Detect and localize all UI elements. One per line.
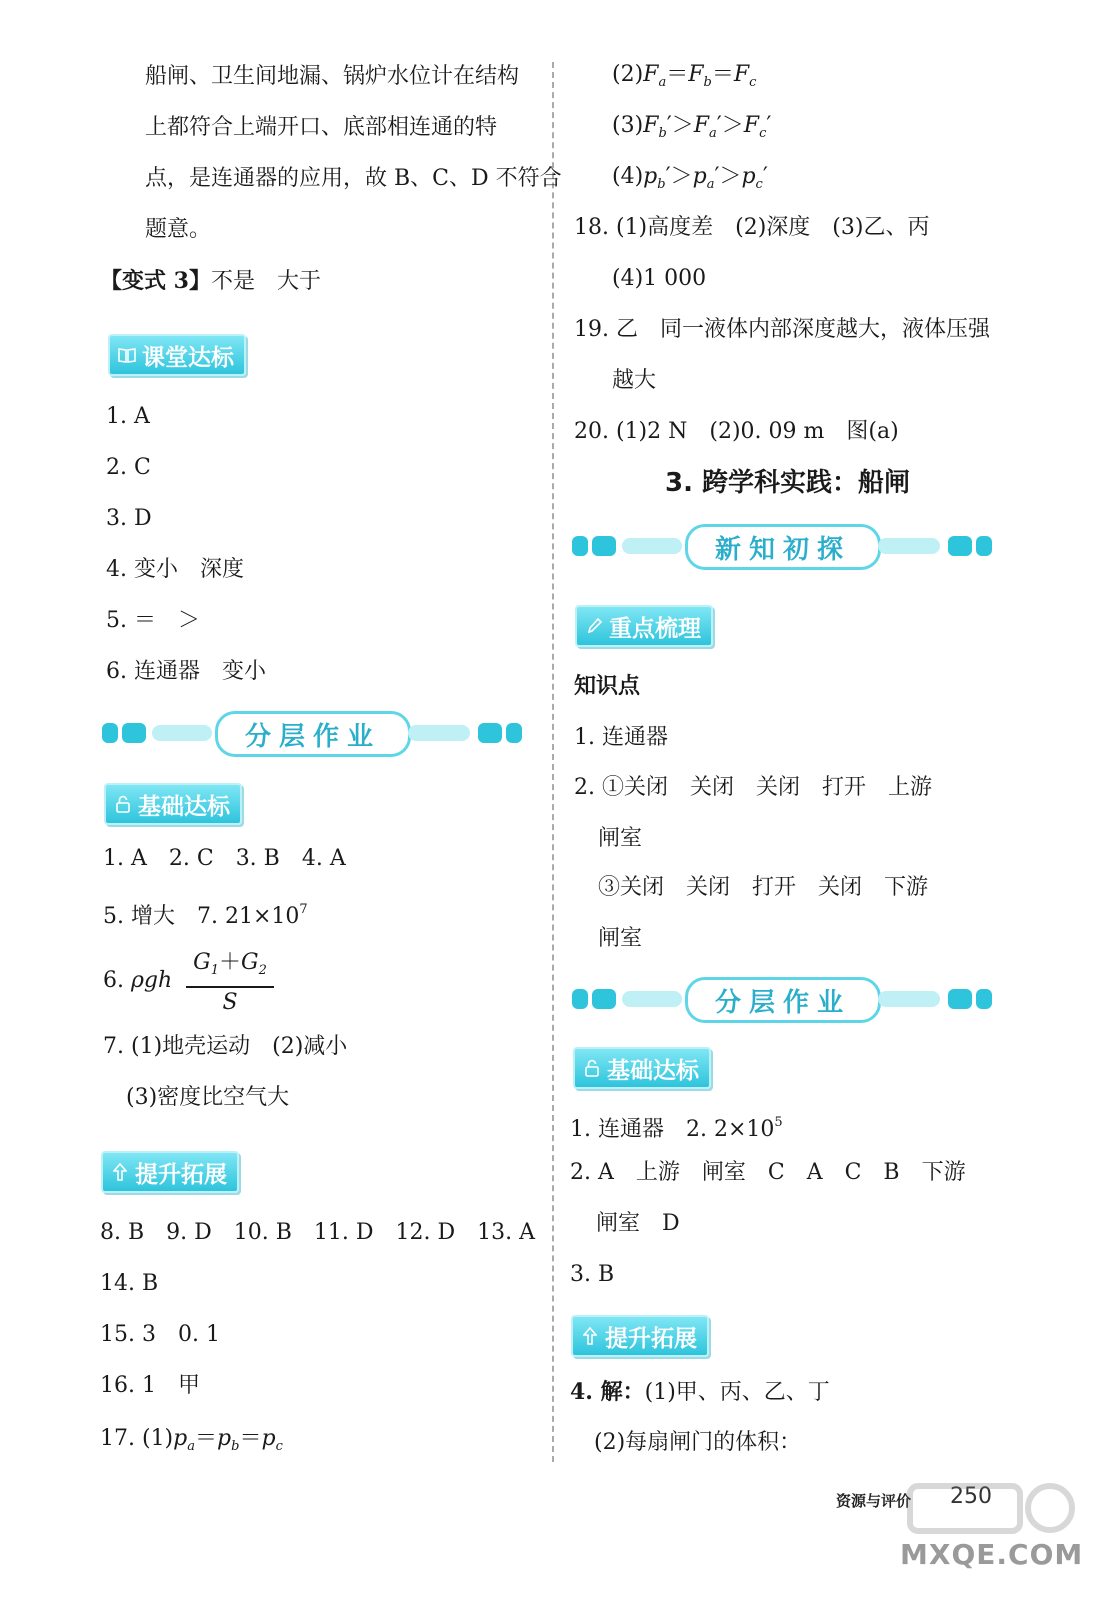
k2-line-1: 2. ①关闭 关闭 关闭 打开 上游 <box>574 775 932 800</box>
extend-17-1: 17. $(1)p_a=p_b=p_c$ <box>100 1426 283 1454</box>
banner-layered-left <box>100 711 530 755</box>
k2-line-2: 闸室 <box>598 826 643 851</box>
tag-classroom <box>108 334 246 376</box>
extend-16: 16. 1 甲 <box>100 1373 200 1398</box>
classroom-answer-6: 6. 连通器 变小 <box>106 659 266 684</box>
classroom-answer-2: 2. C <box>106 455 151 480</box>
e4-line-2: (2)每扇闸门的体积： <box>594 1430 802 1455</box>
k2-line-4: 闸室 <box>598 926 643 951</box>
fraction-numerator: $G_1+G_2$ <box>186 948 274 988</box>
tag-classroom-label: 课堂达标 <box>142 344 234 371</box>
page-number: 250 <box>950 1484 992 1509</box>
banner-layered-right <box>570 977 1000 1021</box>
tag-extend-left-label: 提升拓展 <box>135 1161 227 1188</box>
q17-4: $(4)p_b'>p_a'>p_c'$ <box>612 164 768 192</box>
pencil-icon <box>585 617 603 635</box>
q17-2: $(2)F_a=F_b=F_c$ <box>612 62 757 90</box>
tag-basic-right <box>573 1047 711 1089</box>
lock-icon <box>583 1059 601 1077</box>
extend-15: 15. 3 0. 1 <box>100 1322 220 1347</box>
tag-basic-left-label: 基础达标 <box>138 793 230 820</box>
variant-label: 【变式 3】 <box>100 268 211 294</box>
basic-7-line-2: (3)密度比空气大 <box>126 1085 290 1110</box>
b2-line-2: 闸室 D <box>596 1211 680 1236</box>
banner-new-knowledge <box>570 524 1000 568</box>
banner-new-knowledge-label: 新知初探 <box>685 524 881 570</box>
arrow-up-icon <box>581 1327 599 1345</box>
classroom-answer-3: 3. D <box>106 506 152 531</box>
tag-basic-left <box>104 783 242 825</box>
basic-6-prefix: 6. ρgh <box>103 968 173 993</box>
intro-line-2: 上都符合上端开口、底部相连通的特 <box>145 115 498 140</box>
tag-key-points <box>575 605 713 647</box>
section-title: 3. 跨学科实践：船闸 <box>665 468 911 498</box>
k2-line-3: ③关闭 关闭 打开 关闭 下游 <box>598 875 929 900</box>
basic-line-2: 5. 增大 7. $21\times 10^7$ <box>103 902 308 929</box>
b1: 1. 连通器 2. $2\times 10^5$ <box>570 1115 783 1142</box>
q19-line-1: 19. 乙 同一液体内部深度越大，液体压强 <box>574 317 990 342</box>
watermark-text: MXQE.COM <box>900 1538 1084 1571</box>
arrow-up-icon <box>111 1163 129 1181</box>
q19-line-2: 越大 <box>612 368 657 393</box>
banner-layered-right-label: 分层作业 <box>685 977 881 1023</box>
b3: 3. B <box>570 1262 615 1287</box>
e4-line-1: 4. 解：(1)甲、丙、乙、丁 <box>570 1379 830 1405</box>
watermark-logo <box>900 1478 1080 1588</box>
b2-line-1: 2. A 上游 闸室 C A C B 下游 <box>570 1160 966 1185</box>
k1: 1. 连通器 <box>574 725 668 750</box>
variant-answer: 不是 大于 <box>210 269 321 294</box>
tag-key-points-label: 重点梳理 <box>609 615 701 642</box>
lock-icon <box>114 795 132 813</box>
intro-line-1: 船闸、卫生间地漏、锅炉水位计在结构 <box>145 64 520 89</box>
intro-line-3: 点，是连通器的应用，故 B、C、D 不符合 <box>145 166 562 191</box>
tag-extend-right-label: 提升拓展 <box>605 1325 697 1352</box>
footer-text: 资源与评价 <box>836 1492 912 1510</box>
variant-3-line <box>100 266 321 297</box>
tag-extend-left <box>101 1151 239 1193</box>
tag-extend-right <box>571 1315 709 1357</box>
basic-6-fraction <box>186 948 274 1018</box>
q18-4: (4)1 000 <box>612 266 707 291</box>
classroom-answer-1: 1. A <box>106 404 150 429</box>
basic-7-line-1: 7. (1)地壳运动 (2)减小 <box>103 1034 348 1059</box>
classroom-answer-4: 4. 变小 深度 <box>106 557 244 582</box>
q17-3: $(3)F_b'>F_a'>F_c'$ <box>612 113 772 141</box>
knowledge-label: 知识点 <box>574 674 641 699</box>
tag-basic-right-label: 基础达标 <box>607 1057 699 1084</box>
basic-line-1: 1. A 2. C 3. B 4. A <box>103 846 346 871</box>
extend-line-1: 8. B 9. D 10. B 11. D 12. D 13. A <box>100 1220 536 1245</box>
banner-layered-left-label: 分层作业 <box>215 711 411 757</box>
q18: 18. (1)高度差 (2)深度 (3)乙、丙 <box>574 215 930 240</box>
intro-line-4: 题意。 <box>145 217 212 242</box>
book-icon <box>118 346 136 364</box>
extend-14: 14. B <box>100 1271 159 1296</box>
classroom-answer-5: 5. ＝ ＞ <box>106 608 200 633</box>
column-divider <box>552 62 554 1462</box>
fraction-denominator: S <box>222 990 238 1015</box>
q20: 20. (1)2 N (2)0. 09 m 图(a) <box>574 419 899 444</box>
